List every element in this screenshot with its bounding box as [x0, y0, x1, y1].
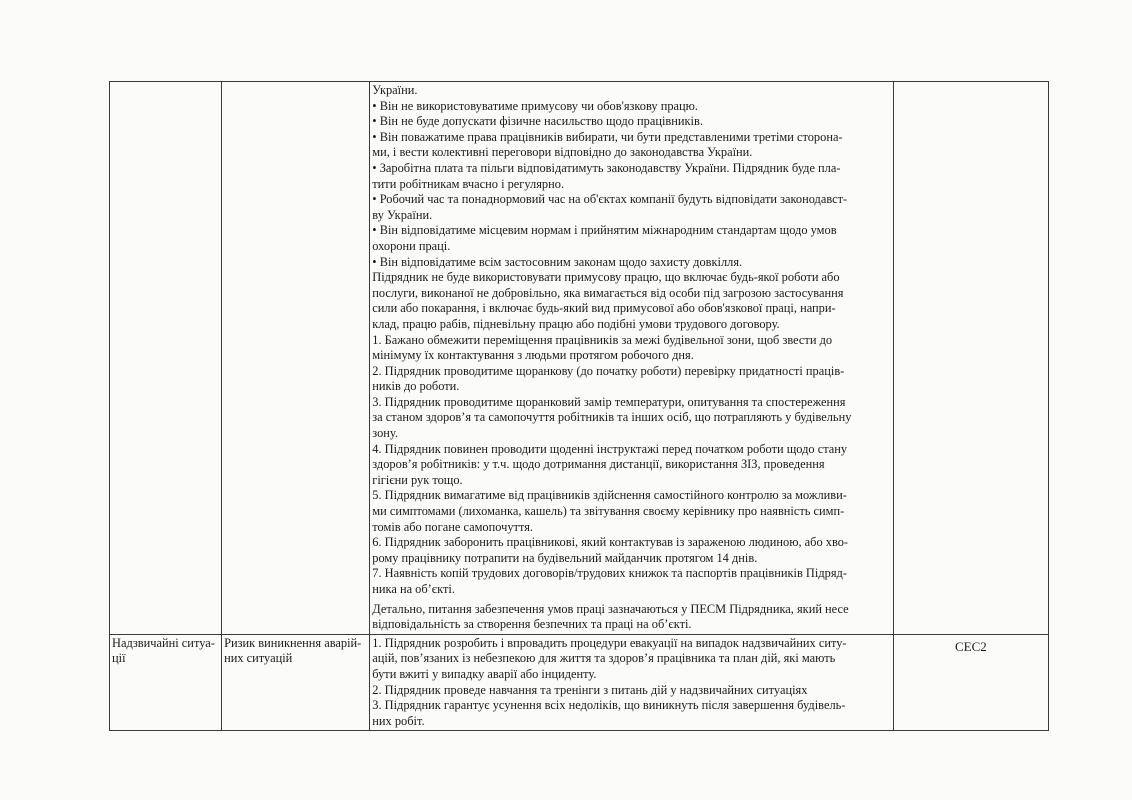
risk-cell [222, 634, 370, 731]
text-line: 2. Підрядник проводитиме щоранкову (до початку роботи) перевірку придатності праців- [372, 363, 845, 378]
text-line: томів або погане самопочуття. [372, 519, 534, 534]
text-line: • Робочий час та понаднормовий час на об'єктах компанії будуть відповідати законодавст- [372, 192, 848, 207]
text-line: 6. Підрядник заборонить працівникові, який контактував із зараженою людиною, або хво- [372, 535, 849, 550]
text-line: ника на об’єкті. [372, 582, 455, 596]
text-line: 1. Бажано обмежити переміщення працівників за межі будівельної зони, щоб звести до [372, 332, 833, 347]
text-line: відповідальність за створення безпечних та праці на об’єкті. [372, 617, 692, 632]
text-line: ми симптомами (лихоманка, кашель) та звітування своєму керівнику про наявність симп- [372, 504, 845, 519]
text-line: зону. [372, 426, 398, 441]
text-line: • Він поважатиме права працівників вибирати, чи бути представленими третіми сторона- [372, 129, 843, 144]
text-line: 4. Підрядник повинен проводити щоденні інструктажі перед початком роботи щодо стану [372, 441, 848, 456]
text-line: ників до роботи. [372, 379, 460, 394]
text-line: клад, працю рабів, підневільну працю або подібні умови трудового договору. [372, 316, 780, 331]
measure-text-line: ацій, пов’язаних із небезпекою для життя та здоров’я працівника та план дій, які мають [372, 651, 836, 666]
document-table [109, 81, 1049, 731]
responsibility-cell [893, 634, 1048, 731]
measures-text [372, 83, 891, 598]
text-line: Детально, питання забезпечення умов праці зазначаються у ПЕСМ Підрядника, який несе [372, 601, 849, 616]
text-line: • Заробітна плата та пільги відповідатимуть законодавству України. Підрядник буде пла- [372, 160, 841, 175]
measure-text-line: 3. Підрядник гарантує усунення всіх недоліків, що виникнуть після завершення будівель- [372, 698, 846, 713]
category-cell-empty [110, 82, 222, 635]
category-text-line: Надзвичайні ситуа- [112, 635, 215, 650]
text-line: • Він відповідатиме всім застосовним законам щодо захисту довкілля. [372, 254, 743, 269]
responsibility-code: СЕС2 [955, 638, 987, 654]
measure-text-line: 2. Підрядник проведе навчання та тренінги з питань дій у надзвичайних ситуаціях [372, 682, 808, 697]
risk-cell-empty [222, 82, 370, 635]
risk-text-line: Ризик виникнення аварій- [224, 635, 362, 650]
risk-text-line: них ситуацій [224, 651, 293, 666]
text-line: охорони праці. [372, 238, 451, 253]
text-line: гігієни рук тощо. [372, 472, 463, 487]
measure-text-line: 1. Підрядник розробить і впровадить процедури евакуації на випадок надзвичайних ситу- [372, 635, 847, 650]
text-line: • Він не використовуватиме примусову чи обов'язкову працю. [372, 98, 699, 113]
table-row [110, 634, 1049, 731]
measures-cell [370, 82, 894, 635]
text-line: Підрядник не буде використовувати примусову працю, що включає будь-якої роботи або [372, 270, 840, 285]
text-line: рому працівнику потрапити на будівельний майданчик протягом 14 днів. [372, 550, 758, 565]
text-line: ми, і вести колективні переговори відповідно до законодавства України. [372, 145, 753, 160]
measures-cell [370, 634, 894, 731]
category-text-line: ції [112, 651, 126, 666]
text-line: здоров’я робітників: у т.ч. щодо дотримання дистанції, використання ЗІЗ, проведення [372, 457, 825, 472]
text-line: тити робітникам вчасно і регулярно. [372, 176, 565, 191]
text-line: • Він відповідатиме місцевим нормам і прийнятим міжнародним стандартам щодо умов [372, 223, 837, 238]
category-cell [110, 634, 222, 731]
text-line: 5. Підрядник вимагатиме від працівників здійснення самостійного контролю за можливи- [372, 488, 847, 503]
measure-text-line: бути вжиті у випадку аварії або інциденту. [372, 666, 597, 681]
measure-text-line: них робіт. [372, 713, 425, 728]
text-line: за станом здоров’я та самопочуття робітників та інших осіб, що потрапляють у будівельну [372, 410, 852, 425]
table-row [110, 82, 1049, 635]
text-line: послуги, виконаної не добровільно, яка вимагається від особи під загрозою застосування [372, 285, 844, 300]
text-line: 3. Підрядник проводитиме щоранковий замір температури, опитування та спостереження [372, 394, 846, 409]
text-line: 7. Наявність копій трудових договорів/трудових книжок та паспортів працівників Підряд- [372, 566, 847, 581]
text-line: • Він не буде допускати фізичне насильство щодо працівників. [372, 114, 703, 129]
text-line: ву України. [372, 207, 433, 222]
responsibility-cell-empty [893, 82, 1048, 635]
text-line: мінімуму їх контактування з людьми протягом робочого дня. [372, 348, 694, 363]
measures-final-text [372, 602, 891, 633]
text-line: сили або покарання, і включає будь-який вид примусової або обов'язкової праці, напри- [372, 301, 836, 316]
text-line: України. [372, 83, 418, 97]
